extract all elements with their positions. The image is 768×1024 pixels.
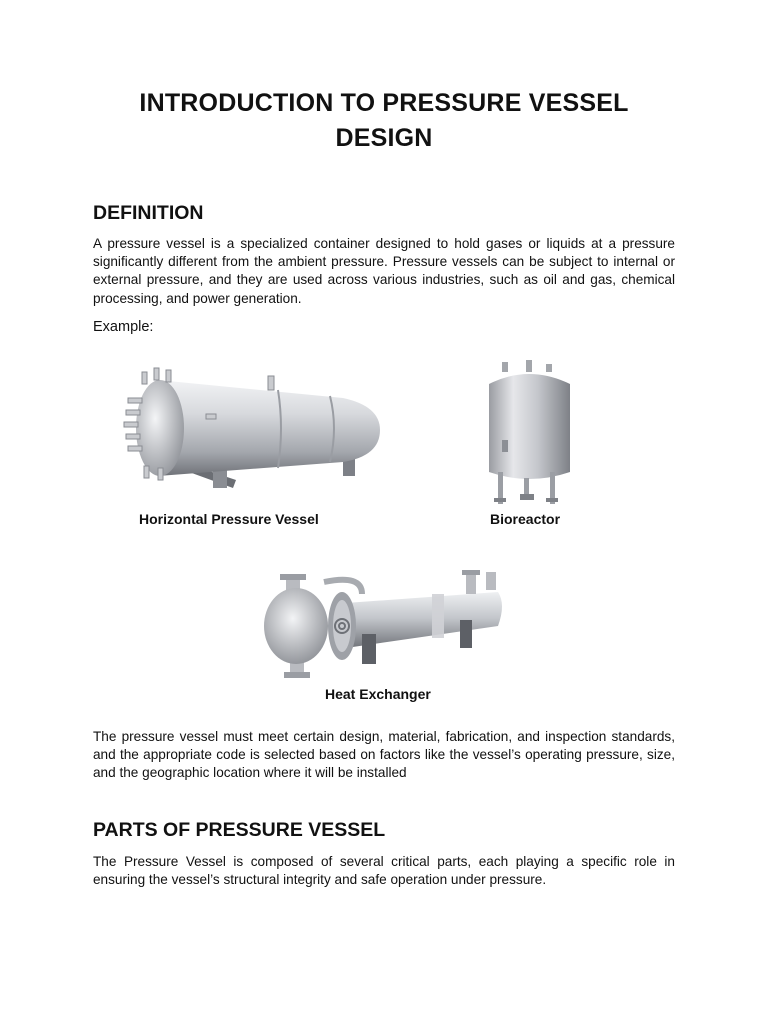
parts-paragraph: The Pressure Vessel is composed of several critical parts, each playing a specific role in ensuring the vessel’s structural integrity and safe operation under pressure. <box>93 854 675 888</box>
standards-paragraph: The pressure vessel must meet certain design, material, fabrication, and inspection standards, and the appropriate code is selected based on factors like the vessel’s operating pressure, size, and the geographic location where it will be installed <box>93 729 675 781</box>
page-title <box>93 86 675 156</box>
caption-bioreactor: Bioreactor <box>490 511 561 527</box>
title-line-2: DESIGN <box>335 124 433 152</box>
caption-horizontal-pressure-vessel: Horizontal Pressure Vessel <box>139 511 319 527</box>
example-label: Example: <box>93 319 154 335</box>
title-line-1: INTRODUCTION TO PRESSURE VESSEL <box>139 89 629 117</box>
parts-heading: PARTS OF PRESSURE VESSEL <box>93 819 386 841</box>
caption-heat-exchanger: Heat Exchanger <box>325 686 431 702</box>
bioreactor-image <box>484 360 574 506</box>
heat-exchanger-illustration <box>262 564 508 682</box>
horizontal-pressure-vessel-illustration <box>118 358 384 494</box>
definition-paragraph: A pressure vessel is a specialized container designed to hold gases or liquids at a pressure significantly different from the ambient pressure. Pressure vessels can be subject to internal or external pressure, and they are used across various industries, such as oil and gas, chemical processing, and power generation. <box>93 236 675 306</box>
horizontal-pressure-vessel-image <box>118 358 384 494</box>
heat-exchanger-image <box>262 564 508 682</box>
definition-heading: DEFINITION <box>93 202 204 224</box>
bioreactor-illustration <box>484 360 574 506</box>
